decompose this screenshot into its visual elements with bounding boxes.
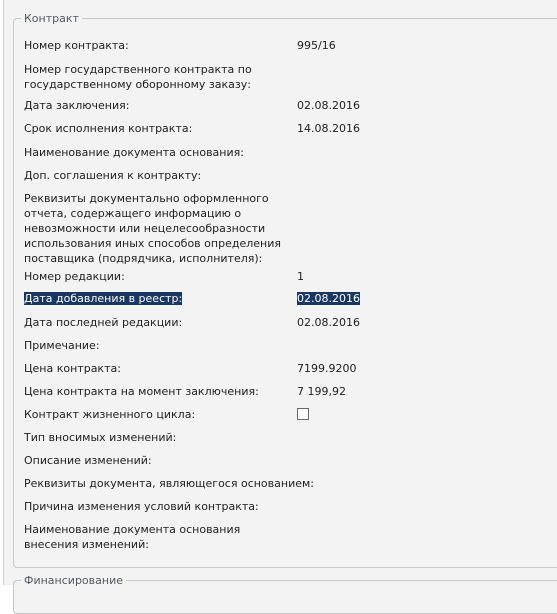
- field-label: Примечание:: [24, 339, 100, 352]
- field-value: 02.08.2016: [297, 99, 360, 112]
- field-value: 02.08.2016: [297, 316, 360, 329]
- field-label: Реквизиты документально оформленного отчета, содержащего информацию о невозможности или нецелесообразности использования иных способов определения поставщика (подрядчика, исполнителя):: [24, 192, 281, 265]
- field-label: [24, 291, 289, 306]
- field-label: Доп. соглашения к контракту:: [24, 169, 202, 182]
- lifecycle-checkbox[interactable]: [297, 408, 309, 420]
- field-label: Цена контракта:: [24, 362, 121, 375]
- field-label: Тип вносимых изменений:: [24, 431, 177, 444]
- field-label: Наименование документа основания:: [24, 146, 244, 159]
- field-label: Наименование документа основания внесения изменений:: [24, 523, 241, 551]
- field-label: Срок исполнения контракта:: [24, 122, 193, 135]
- field-value: 14.08.2016: [297, 122, 360, 135]
- field-label: Дата заключения:: [24, 99, 130, 112]
- field-label: Номер государственного контракта по государственному оборонному заказу:: [24, 63, 252, 91]
- field-label: Цена контракта на момент заключения:: [24, 385, 259, 398]
- field-label: Номер редакции:: [24, 270, 125, 283]
- contract-section-legend: Контракт: [24, 12, 79, 25]
- field-label: Контракт жизненного цикла:: [24, 408, 196, 421]
- field-label: Дата последней редакции:: [24, 316, 183, 329]
- field-label: Описание изменений:: [24, 454, 152, 467]
- field-label: Причина изменения условий контракта:: [24, 500, 259, 513]
- field-value: 1: [297, 270, 304, 283]
- field-value: 995/16: [297, 39, 336, 52]
- field-value: 7199.9200: [297, 362, 357, 375]
- finance-section: [13, 574, 557, 614]
- field-label: Номер контракта:: [24, 39, 129, 52]
- selected-text: Дата добавления в реестр:: [24, 292, 183, 305]
- field-value: 7 199,92: [297, 385, 346, 398]
- field-label: Реквизиты документа, являющегося основанием:: [24, 477, 314, 490]
- finance-section-legend: Финансирование: [24, 574, 123, 587]
- field-value: [297, 291, 360, 306]
- selected-text: 02.08.2016: [297, 292, 360, 305]
